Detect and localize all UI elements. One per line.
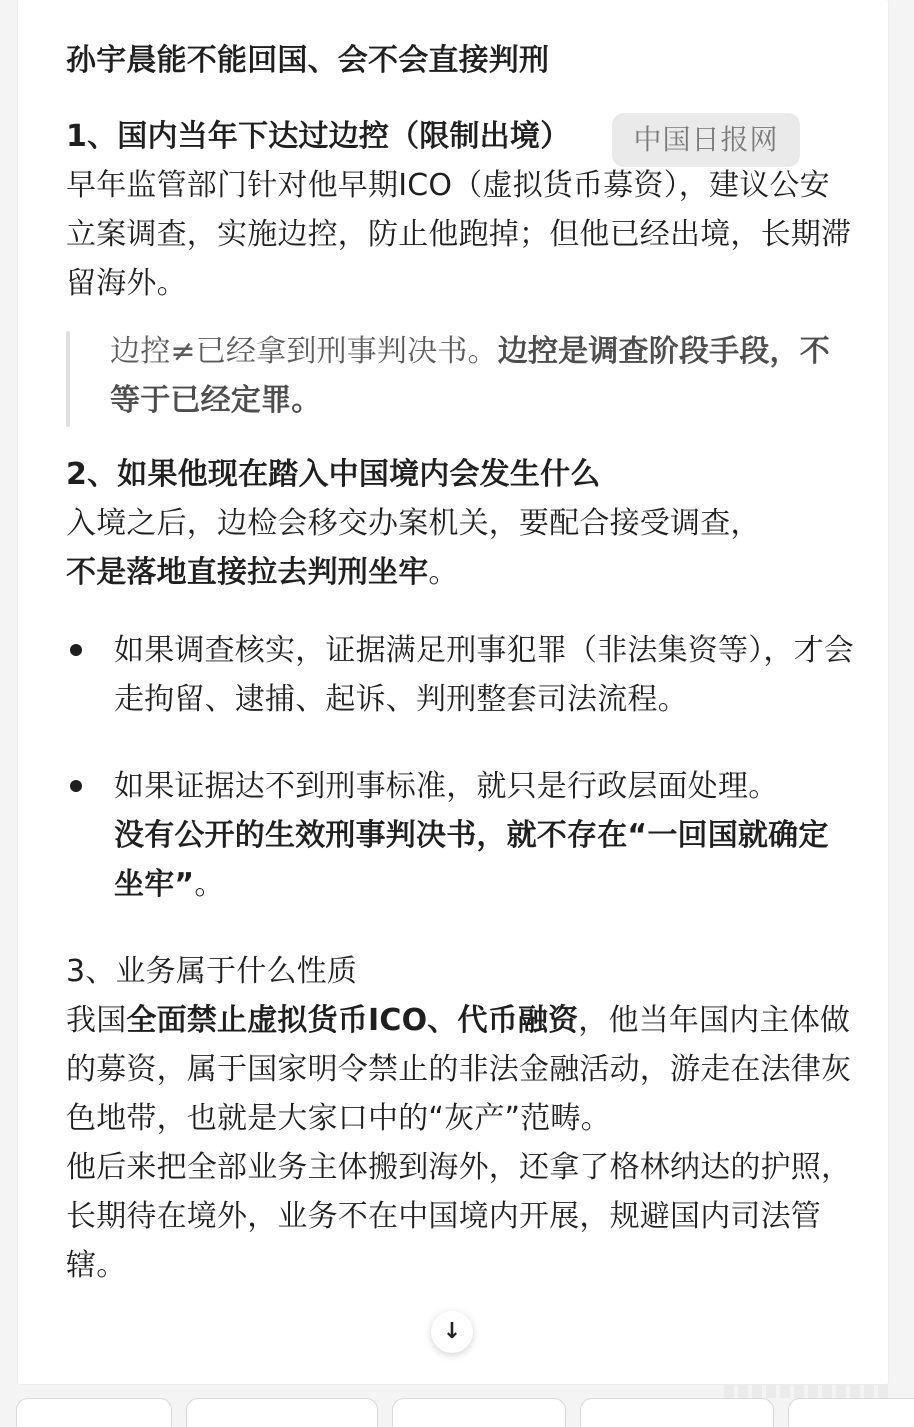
section-2-body-text: 入境之后，边检会移交办案机关，要配合接受调查，: [66, 506, 761, 541]
suggestion-chip[interactable]: [392, 1398, 566, 1427]
bar-icon: [822, 1384, 832, 1398]
suggestion-chip[interactable]: [580, 1398, 774, 1427]
bar-icon: [864, 1384, 874, 1398]
section-3-paragraph-2: 他后来把全部业务主体搬到海外，还拿了格林纳达的护照，长期待在境外，业务不在中国境内开展，规避国内司法管辖。: [66, 1150, 852, 1283]
section-1-body: 早年监管部门针对他早期ICO（虚拟货币募资），建议公安立案调查，实施边控，防止他跑掉；但他已经出境，长期滞留海外。: [66, 168, 852, 301]
bullet-text-end: 。: [194, 867, 225, 902]
bar-icon: [780, 1384, 790, 1398]
bullet-bold-text: 没有公开的生效刑事判决书，就不存在“一回国就确定坐牢”: [114, 818, 829, 902]
bar-icon: [836, 1384, 846, 1398]
list-item: [66, 762, 856, 909]
quote-bold-text: 边控是调查阶段手段，不等于已经定罪。: [110, 334, 830, 418]
section-2-body: [66, 499, 856, 597]
section-3-heading: 3、业务属于什么性质: [66, 954, 358, 989]
scroll-down-button[interactable]: [431, 1311, 473, 1353]
bar-icon: [738, 1384, 748, 1398]
bar-icon: [850, 1384, 860, 1398]
bar-icon: [808, 1384, 818, 1398]
section-2-body-end: 。: [428, 555, 459, 590]
section-2-heading: 2、如果他现在踏入中国境内会发生什么: [66, 457, 601, 492]
arrow-down-icon: ↓: [442, 1319, 462, 1344]
bar-icon: [878, 1384, 888, 1398]
toolbar-icons: [724, 1384, 888, 1398]
bar-icon: [766, 1384, 776, 1398]
section-1-quote: [66, 327, 856, 425]
p1-bold: 全面禁止虚拟货币ICO、代币融资: [126, 1003, 579, 1038]
suggestion-chip[interactable]: [788, 1398, 914, 1427]
bullet-list: [66, 626, 856, 909]
watermark-label: 中国日报网: [612, 113, 800, 167]
section-1-heading: 1、国内当年下达过边控（限制出境）: [66, 119, 571, 154]
bullet-text: 如果证据达不到刑事标准，就只是行政层面处理。: [114, 769, 779, 804]
bar-icon: [724, 1384, 734, 1398]
p1-start: 我国: [66, 1003, 127, 1038]
page-title: 孙宇晨能不能回国、会不会直接判刑: [66, 43, 550, 78]
suggestion-chip[interactable]: [16, 1398, 172, 1427]
bullet-dot-icon: [70, 780, 82, 792]
section-3-paragraph-1: [66, 996, 856, 1143]
quote-text: 边控≠已经拿到刑事判决书。: [110, 334, 498, 369]
message-content: [66, 36, 856, 1290]
bar-icon: [794, 1384, 804, 1398]
p1-end: ，他当年国内主体做的募资，属于国家明令禁止的非法金融活动，游走在法律灰色地带，也就是大家口中的“灰产”范畴。: [66, 1003, 852, 1136]
suggestion-chip[interactable]: [186, 1398, 378, 1427]
section-2-body-bold: 不是落地直接拉去判刑坐牢: [66, 555, 429, 590]
list-item: [66, 626, 856, 724]
bullet-dot-icon: [70, 644, 82, 656]
bullet-text: 如果调查核实，证据满足刑事犯罪（非法集资等），才会走拘留、逮捕、起诉、判刑整套司法流程。: [114, 633, 854, 717]
suggestion-chips: [0, 1398, 914, 1427]
bar-icon: [752, 1384, 762, 1398]
